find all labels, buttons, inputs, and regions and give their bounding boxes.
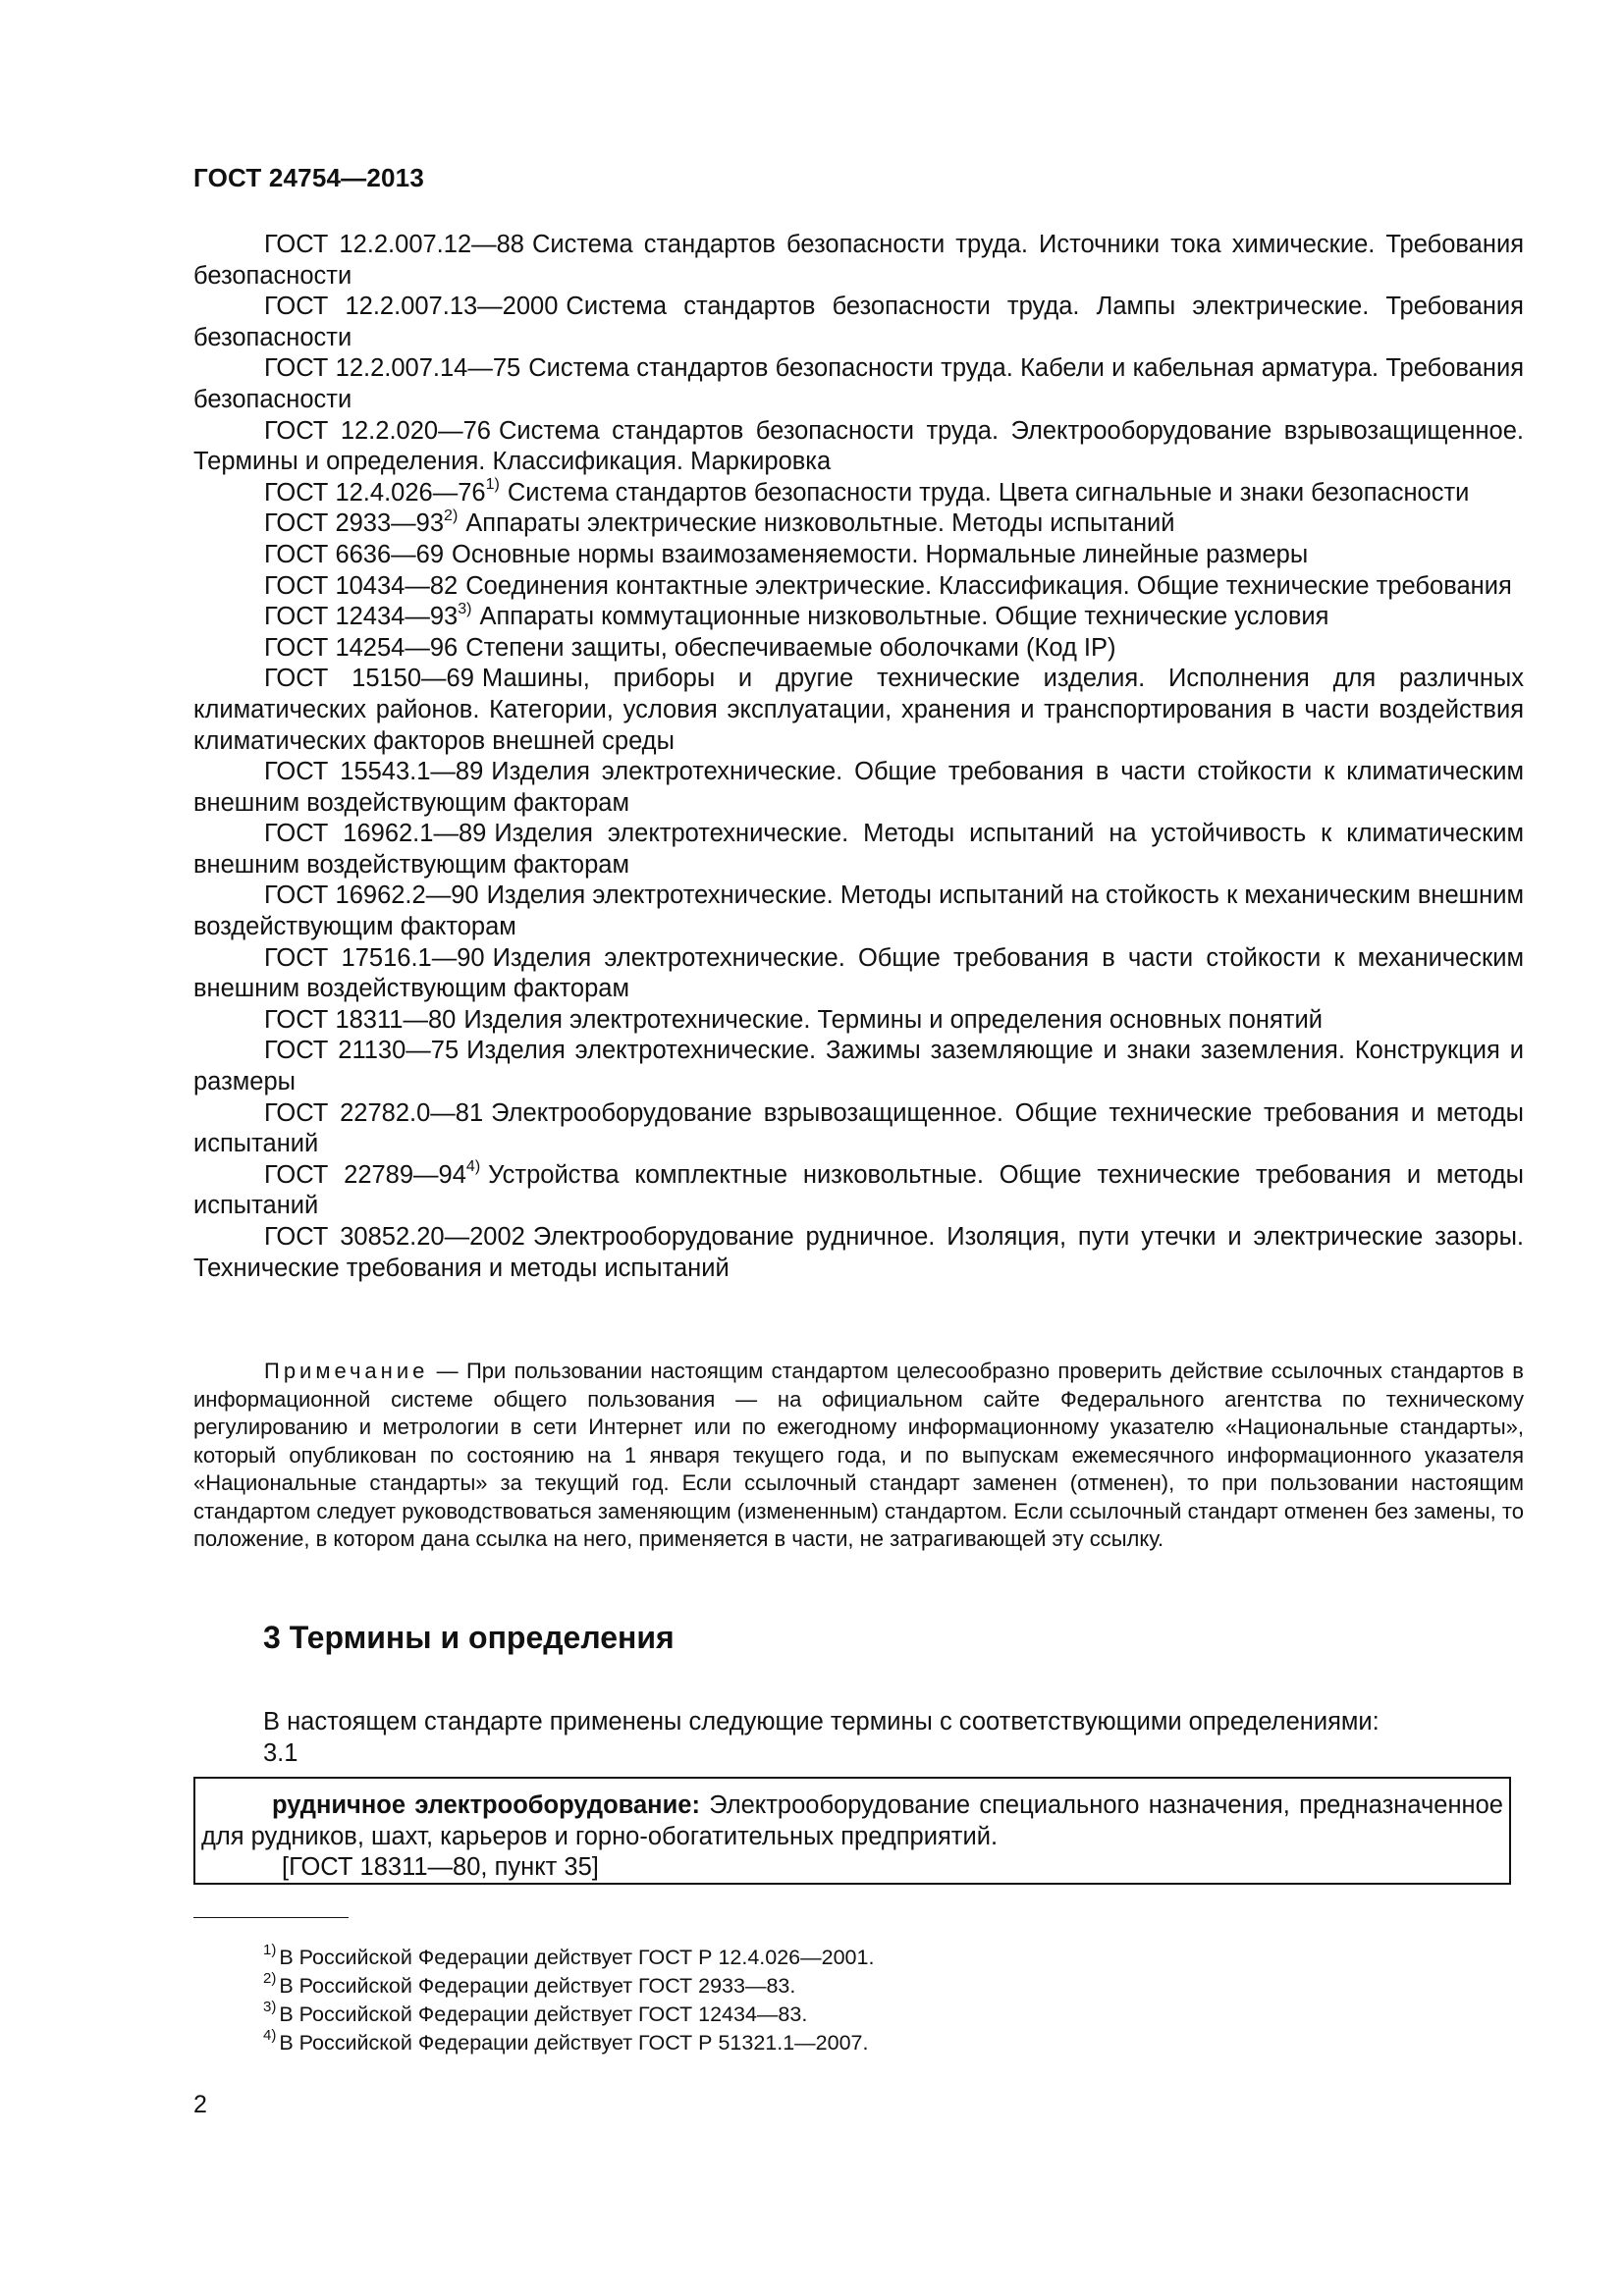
reference-title: Система стандартов безопасности труда. Электрооборудование взрывозащищенное. Термины и определения. Классификация. Маркировка — [193, 416, 1524, 476]
footnote-divider — [193, 1917, 349, 1918]
reference-code: ГОСТ 18311—80 — [264, 1005, 457, 1034]
reference-title: Система стандартов безопасности труда. Источники тока химические. Требования безопасности — [193, 231, 1524, 290]
footnote-item — [263, 2026, 874, 2057]
reference-item — [193, 819, 1524, 881]
reference-item — [193, 757, 1524, 819]
footnotes — [263, 1941, 875, 2057]
footnote-mark: 2) — [263, 1969, 277, 1987]
reference-code: ГОСТ 14254—96 — [264, 633, 459, 662]
reference-title: Машины, приборы и другие технические изделия. Исполнения для различных климатических районов. Категории, условия эксплуатации, хранения и транспортирования в части воздействия климатических факторов внешней среды — [193, 665, 1525, 755]
reference-title: Изделия электротехнические. Методы испытаний на устойчивость к климатическим внешним воздействующим факторам — [193, 820, 1524, 879]
reference-code: ГОСТ 12.2.007.14—75 — [264, 354, 521, 383]
reference-title: Система стандартов безопасности труда. Цвета сигнальные и знаки безопасности — [507, 478, 1470, 507]
reference-item — [193, 508, 1524, 540]
reference-item — [193, 602, 1524, 633]
reference-item — [193, 540, 1524, 571]
reference-title: Изделия электротехнические. Зажимы заземляющие и знаки заземления. Конструкция и размеры — [193, 1037, 1524, 1096]
section-title: 3 Термины и определения — [263, 1620, 675, 1655]
reference-code: ГОСТ 16962.2—90 — [264, 881, 479, 910]
section-intro-text: В настоящем стандарте применены следующие термины с соответствующими определениями: — [263, 1708, 1380, 1735]
reference-item — [193, 478, 1524, 509]
reference-item — [193, 1160, 1524, 1222]
footnote-text: В Российской Федерации действует ГОСТ Р 12.4.026—2001. — [279, 1946, 875, 1969]
reference-code: ГОСТ 12434—93 — [264, 603, 459, 631]
reference-title: Аппараты коммутационные низковольтные. Общие технические условия — [479, 603, 1329, 631]
reference-title: Основные нормы взаимозаменяемости. Нормальные линейные размеры — [452, 540, 1309, 568]
reference-item — [193, 292, 1524, 353]
footnote-marker: 1) — [485, 476, 500, 494]
reference-code: ГОСТ 2933—93 — [264, 509, 445, 538]
reference-item — [193, 633, 1524, 665]
footnote-text: В Российской Федерации действует ГОСТ 12434—83. — [279, 2002, 808, 2026]
reference-code: ГОСТ 12.4.026—76 — [264, 478, 486, 507]
reference-title: Система стандартов безопасности труда. Лампы электрические. Требования безопасности — [193, 293, 1524, 351]
footnote-mark: 3) — [263, 1998, 277, 2015]
footnote-text: В Российской Федерации действует ГОСТ 2933—83. — [279, 1974, 796, 1998]
term-definition-text: Электрооборудование специального назначения, предназначенное для рудников, шахт, карьеров и горно-обогатительных предприятий. — [201, 1791, 1503, 1850]
reference-code: ГОСТ 21130—75 — [264, 1037, 460, 1065]
term-name: рудничное электрооборудование: — [272, 1791, 700, 1819]
term-definition-box — [193, 1777, 1511, 1885]
reference-code: ГОСТ 17516.1—90 — [264, 943, 485, 972]
reference-item — [193, 881, 1524, 942]
term-source: [ГОСТ 18311—80, пункт 35] — [282, 1853, 599, 1881]
reference-title: Электрооборудование рудничное. Изоляция, пути утечки и электрические зазоры. Технические требования и методы испытаний — [193, 1223, 1525, 1282]
footnote-marker: 3) — [458, 600, 472, 617]
footnote-mark: 1) — [263, 1941, 277, 1958]
clause-number: 3.1 — [263, 1739, 298, 1767]
reference-item — [193, 1222, 1524, 1284]
note-label: Примечание — [264, 1359, 429, 1383]
footnote-marker: 4) — [465, 1158, 481, 1176]
reference-item — [193, 1098, 1524, 1160]
reference-item — [193, 943, 1524, 1005]
footnote-text: В Российской Федерации действует ГОСТ Р 51321.1—2007. — [279, 2031, 869, 2055]
reference-item — [193, 416, 1524, 478]
reference-code: ГОСТ 15543.1—89 — [264, 758, 484, 786]
note-text: — При пользовании настоящим стандартом целесообразно проверить действие ссылочных стандартов в информационной системе общего пользования — на официальном сайте Федерального агентства по техническому регулированию и метрологии в сети Интернет или по ежегодному информационному указателю «Национальные стандарты», который опубликован по состоянию на 1 января текущего года, и по выпускам ежемесячного информационного указателя «Национальные стандарты» за текущий год. Если ссылочный стандарт заменен (отменен), то при пользовании настоящим стандартом следует руководствоваться заменяющим (измененным) стандартом. Если ссылочный стандарт отменен без замены, то положение, в котором дана ссылка на него, применяется в части, не затрагивающей эту ссылку. — [193, 1359, 1524, 1551]
reference-code: ГОСТ 22789—94 — [264, 1160, 466, 1189]
reference-code: ГОСТ 22782.0—81 — [264, 1098, 484, 1127]
reference-title: Изделия электротехнические. Термины и определения основных понятий — [463, 1005, 1323, 1034]
footnote-marker: 2) — [444, 507, 459, 524]
note-paragraph — [193, 1358, 1524, 1554]
reference-item — [193, 230, 1524, 292]
reference-title: Аппараты электрические низковольтные. Методы испытаний — [465, 509, 1175, 538]
term-definition — [201, 1790, 1503, 1852]
reference-title: Система стандартов безопасности труда. Кабели и кабельная арматура. Требования безопасности — [193, 354, 1525, 413]
footnote-mark: 4) — [263, 2026, 277, 2044]
reference-item — [193, 353, 1524, 415]
footnote-item — [263, 1941, 875, 1972]
reference-title: Электрооборудование взрывозащищенное. Общие технические требования и методы испытаний — [193, 1098, 1524, 1158]
reference-code: ГОСТ 16962.1—89 — [264, 820, 487, 848]
reference-item — [193, 1036, 1524, 1097]
reference-title: Устройства комплектные низковольтные. Общие технические требования и методы испытаний — [193, 1160, 1525, 1220]
reference-title: Изделия электротехнические. Методы испытаний на стойкость к механическим внешним воздействующим факторам — [193, 881, 1524, 941]
footnote-item — [263, 1969, 874, 2001]
reference-code: ГОСТ 12.2.007.12—88 — [264, 231, 524, 258]
reference-code: ГОСТ 12.2.020—76 — [264, 416, 491, 445]
reference-code: ГОСТ 10434—82 — [264, 571, 459, 600]
reference-item — [193, 664, 1524, 757]
footnote-item — [263, 1998, 874, 2029]
normative-references-list — [193, 230, 1524, 1284]
reference-code: ГОСТ 6636—69 — [264, 540, 445, 568]
reference-title: Соединения контактные электрические. Классификация. Общие технические требования — [465, 571, 1512, 600]
page-number: 2 — [193, 2091, 207, 2118]
reference-title: Степени защиты, обеспечиваемые оболочками (Код IP) — [465, 633, 1116, 662]
reference-code: ГОСТ 30852.20—2002 — [264, 1223, 525, 1251]
reference-item — [193, 1005, 1524, 1037]
reference-title: Изделия электротехнические. Общие требования в части стойкости к климатическим внешним воздействующим факторам — [193, 758, 1524, 817]
reference-code: ГОСТ 15150—69 — [264, 665, 474, 693]
reference-title: Изделия электротехнические. Общие требования в части стойкости к механическим внешним воздействующим факторам — [193, 943, 1524, 1003]
document-header: ГОСТ 24754—2013 — [193, 163, 424, 192]
reference-item — [193, 571, 1524, 603]
section-intro — [263, 1706, 1530, 1769]
reference-code: ГОСТ 12.2.007.13—2000 — [264, 293, 559, 321]
